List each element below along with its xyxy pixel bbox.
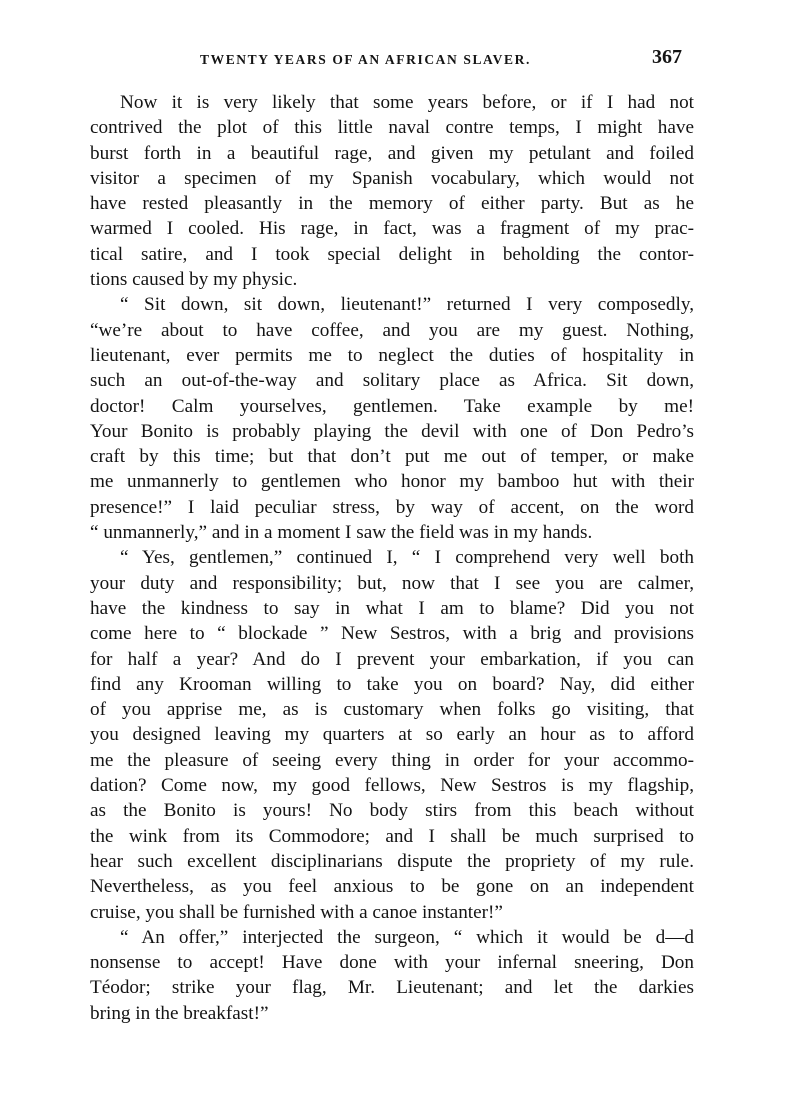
text-line: craft by this time; but that don’t put me out of temper, or make bbox=[90, 446, 694, 468]
text-line: doctor! Calm yourselves, gentlemen. Take example by me! bbox=[90, 395, 694, 417]
text-line: me the pleasure of seeing every thing in order for your accommo- bbox=[90, 749, 694, 771]
text-line: “ unmannerly,” and in a moment I saw the field was in my hands. bbox=[90, 522, 593, 544]
text-line: tions caused by my physic. bbox=[90, 269, 298, 291]
text-line: presence!” I laid peculiar stress, by way of accent, on the word bbox=[90, 496, 694, 518]
text-line: dation? Come now, my good fellows, New Sestros is my flagship, bbox=[90, 775, 694, 797]
text-line: cruise, you shall be furnished with a canoe instanter!” bbox=[90, 901, 503, 923]
text-line: lieutenant, ever permits me to neglect the duties of hospitality in bbox=[90, 344, 694, 366]
text-line: burst forth in a beautiful rage, and given my petulant and foiled bbox=[90, 142, 694, 164]
text-line: for half a year? And do I prevent your embarkation, if you can bbox=[90, 648, 694, 670]
text-line: the wink from its Commodore; and I shall be much surprised to bbox=[90, 825, 694, 847]
running-title: TWENTY YEARS OF AN AFRICAN SLAVER. bbox=[200, 52, 531, 67]
text-line: tical satire, and I took special delight in beholding the contor- bbox=[90, 243, 694, 265]
text-line: come here to “ blockade ” New Sestros, with a brig and provisions bbox=[90, 623, 694, 645]
text-line: your duty and responsibility; but, now that I see you are calmer, bbox=[90, 572, 694, 594]
text-line: have the kindness to say in what I am to blame? Did you not bbox=[90, 597, 694, 619]
text-line: “ An offer,” interjected the surgeon, “ which it would be d—d bbox=[120, 926, 694, 948]
text-line: contrived the plot of this little naval contre temps, I might have bbox=[90, 117, 694, 139]
text-line: such an out-of-the-way and solitary place as Africa. Sit down, bbox=[90, 370, 694, 392]
text-line: Téodor; strike your flag, Mr. Lieutenant; and let the darkies bbox=[90, 977, 694, 999]
text-line: Now it is very likely that some years before, or if I had not bbox=[120, 92, 694, 113]
text-line: hear such excellent disciplinarians dispute the propriety of my rule. bbox=[90, 850, 694, 872]
text-line: as the Bonito is yours! No body stirs from this beach without bbox=[90, 800, 694, 822]
page-number: 367 bbox=[652, 46, 682, 68]
text-line: you designed leaving my quarters at so early an hour as to afford bbox=[90, 724, 694, 746]
text-line: nonsense to accept! Have done with your infernal sneering, Don bbox=[90, 952, 694, 974]
text-line: “we’re about to have coffee, and you are my guest. Nothing, bbox=[90, 319, 694, 341]
text-line: Nevertheless, as you feel anxious to be gone on an independent bbox=[90, 876, 694, 898]
text-line: of you apprise me, as is customary when folks go visiting, that bbox=[90, 699, 694, 721]
text-line: find any Krooman willing to take you on board? Nay, did either bbox=[90, 673, 694, 695]
running-head bbox=[90, 44, 686, 74]
text-line: warmed I cooled. His rage, in fact, was a fragment of my prac- bbox=[90, 218, 694, 240]
text-line: visitor a specimen of my Spanish vocabulary, which would not bbox=[90, 167, 694, 189]
text-line: bring in the breakfast!” bbox=[90, 1002, 269, 1024]
text-line: “ Sit down, sit down, lieutenant!” returned I very composedly, bbox=[120, 294, 694, 316]
text-line: have rested pleasantly in the memory of either party. But as he bbox=[90, 193, 694, 215]
text-line: me unmannerly to gentlemen who honor my bamboo hut with their bbox=[90, 471, 694, 493]
text-line: “ Yes, gentlemen,” continued I, “ I comprehend very well both bbox=[120, 547, 694, 569]
text-line: Your Bonito is probably playing the devil with one of Don Pedro’s bbox=[90, 420, 694, 442]
body-text bbox=[90, 90, 694, 1026]
